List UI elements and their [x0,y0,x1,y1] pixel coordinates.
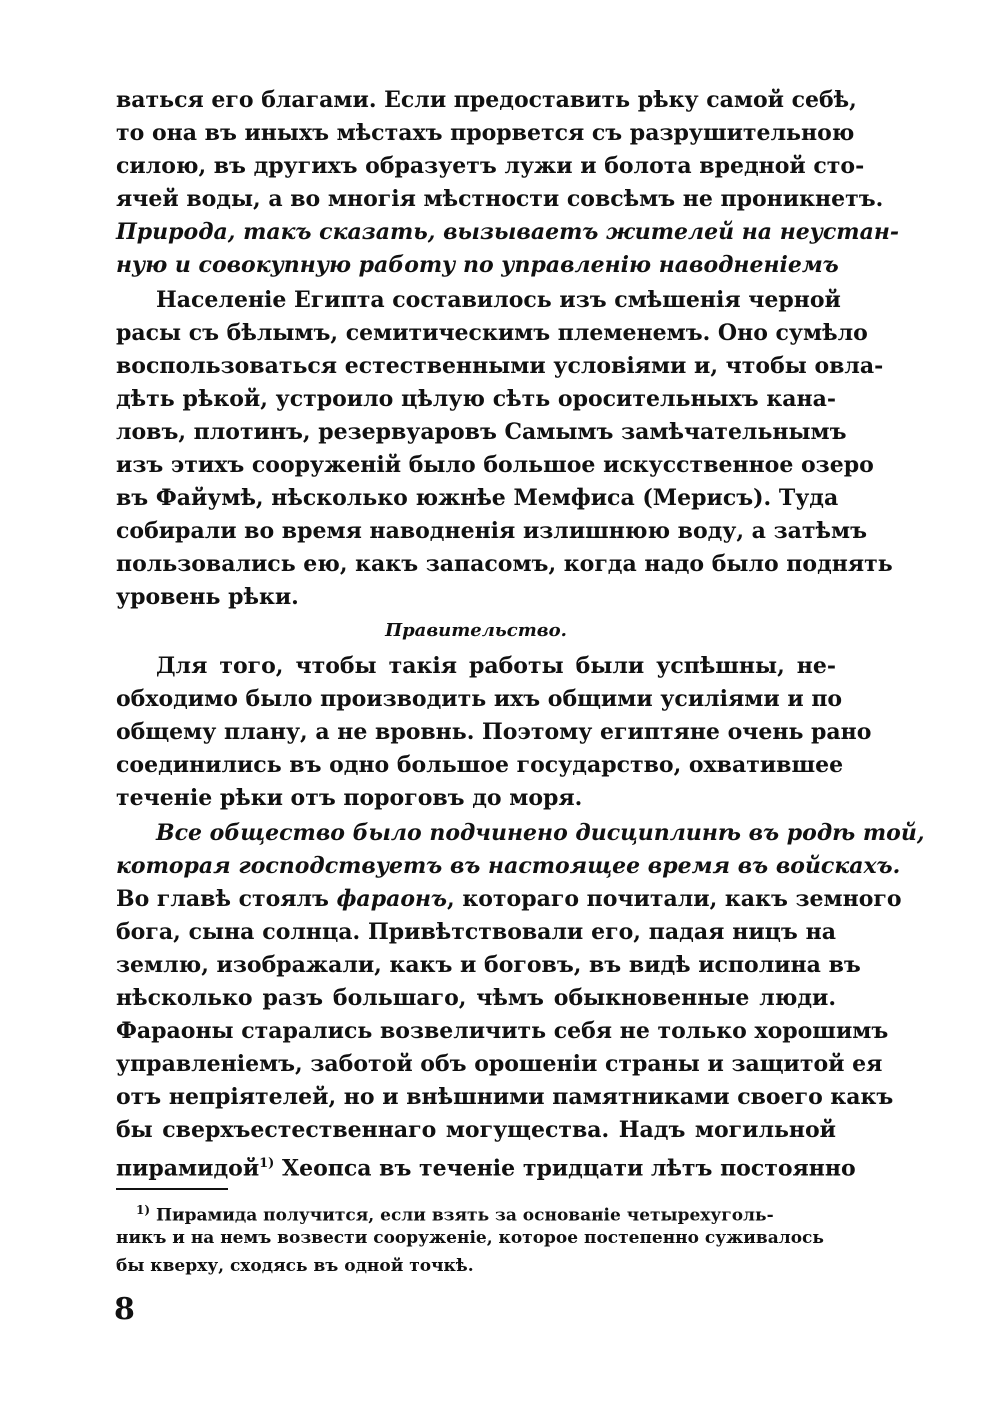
footnote-text: Пирамида получится, если взять за основаніе четырехуголь- [150,1205,774,1226]
italic-line: Природа, такъ сказать, вызываетъ жителей на неустан- [116,219,899,245]
text-line: расы съ бѣлымъ, семитическимъ племенемъ. Оно сумѣло [116,320,868,346]
text-line: воспользоваться естественными условіями и, чтобы овла- [116,353,884,379]
footnote-marker: 1) [136,1203,151,1217]
text-line: бы сверхъестественнаго могущества. Надъ могильной [116,1117,836,1143]
italic-line: ную и совокупную работу по управленію наводненіемъ [116,252,839,278]
italic-line: Все общество было подчинено дисциплинѣ въ родѣ той, [156,820,925,846]
text-line: собирали во время наводненія излишнюю воду, а затѣмъ [116,518,867,544]
text-fragment: пирамидой [116,1155,260,1182]
text-line [116,883,902,916]
text-line: Для того, чтобы такія работы были успѣшны, не- [156,653,836,679]
main-text [116,84,925,1182]
text-line: землю, изображали, какъ и боговъ, въ видѣ исполина въ [116,952,861,978]
text-line: ваться его благами. Если предоставить рѣку самой себѣ, [116,87,857,113]
text-line: отъ непріятелей, но и внѣшними памятниками своего какъ [116,1084,894,1110]
text-line: ячей воды, а во многія мѣстности совсѣмъ не проникнетъ. [116,186,884,212]
footnote-line: бы кверху, сходясь въ одной точкѣ. [116,1256,474,1276]
text-line: Фараоны старались возвеличить себя не только хорошимъ [116,1018,889,1044]
italic-term: фараонъ [336,886,448,912]
text-line [116,1147,856,1182]
text-line: ловъ, плотинъ, резервуаровъ Самымъ замѣчательнымъ [116,419,847,445]
text-line: соединились въ одно большое государство, охватившее [116,752,844,778]
text-line: дѣть рѣкой, устроило цѣлую сѣть оросительныхъ кана- [116,386,836,412]
footnote-ref[interactable]: 1) [259,1156,275,1171]
text-line: теченіе рѣки отъ пороговъ до моря. [116,785,583,811]
text-line: изъ этихъ сооруженій было большое искусственное озеро [116,452,874,478]
footnote-line: никъ и на немъ возвести сооруженіе, которое постепенно суживалось [116,1228,824,1248]
text-line: нѣсколько разъ большаго, чѣмъ обыкновенные люди. [116,985,836,1011]
text-line: управленіемъ, заботой объ орошеніи страны и защитой ея [116,1051,883,1077]
page-number: 8 [114,1292,135,1327]
footnote-line [116,1196,836,1224]
text-line: въ Файумѣ, нѣсколько южнѣе Мемфиса (Мерисъ). Туда [116,485,839,511]
text-line: обходимо было производить ихъ общими усиліями и по [116,686,843,712]
text-fragment: , котораго почитали, какъ земного [447,886,902,912]
footnote-divider [116,1188,228,1190]
text-line: пользовались ею, какъ запасомъ, когда надо было поднять [116,551,893,577]
text-line: общему плану, а не вровнь. Поэтому египтяне очень рано [116,719,872,745]
section-heading: Правительство. [385,620,567,641]
footnote [116,1196,836,1280]
text-line: то она въ иныхъ мѣстахъ прорвется съ разрушительною [116,120,855,146]
text-fragment: Хеопса въ теченіе тридцати лѣтъ постоянно [274,1155,856,1182]
italic-line: которая господствуетъ въ настоящее время въ войскахъ. [116,853,901,879]
text-line: уровень рѣки. [116,584,299,610]
text-line: силою, въ другихъ образуетъ лужи и болота вредной сто- [116,153,865,179]
text-line: Населеніе Египта составилось изъ смѣшенія черной [156,287,841,313]
text-fragment: Во главѣ стоялъ [116,886,337,912]
text-line: бога, сына солнца. Привѣтствовали его, падая ницъ на [116,919,836,945]
